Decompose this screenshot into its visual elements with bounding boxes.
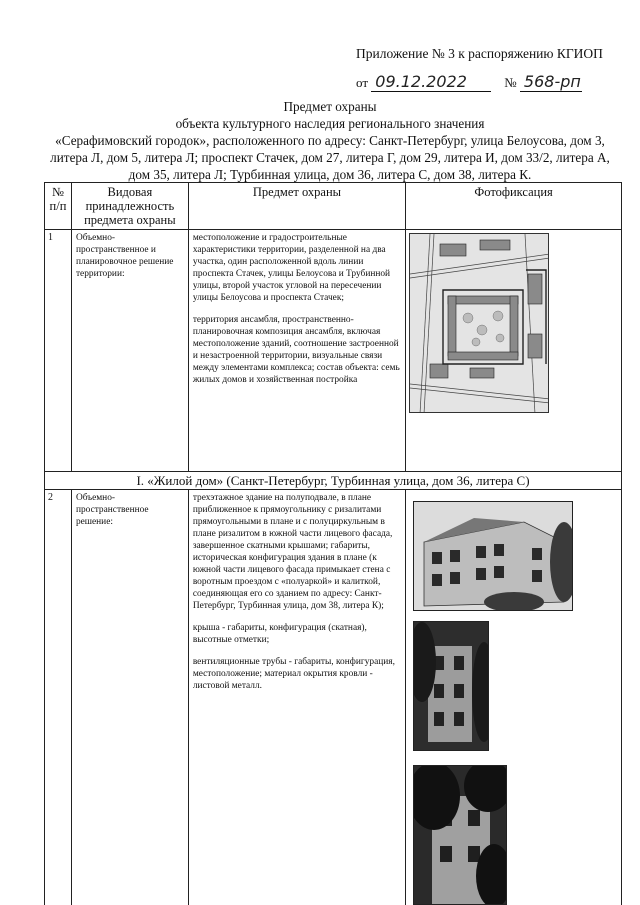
photo-cell <box>406 230 622 472</box>
table-row <box>45 490 622 905</box>
appendix-title: Приложение № 3 к распоряжению КГИОП <box>356 46 603 61</box>
document-title <box>40 98 620 183</box>
site-plan-map <box>409 233 549 413</box>
row-type: Объемно-пространственное решение: <box>71 490 188 905</box>
title-line-3: «Серафимовский городок», расположенного по адресу: Санкт-Петербург, улица Белоусова, дом 3, литера Л, дом 5, литера Л; проспект Стачек, дом 27, литера Г, дом 29, литера И, дом 33/2, литера А, дом 35, литера Л; Турбинная улица, дом 36, литера С, дом 38, литера К. <box>50 133 610 182</box>
building-corner-photo <box>413 621 489 751</box>
description-paragraph: территория ансамбля, пространственно-планировочная композиция ансамбля, включая местоположение зданий, соотношение застроенной и незастроенной территории, визуальные связи между элементами комплекса; состав объекта: семь жилых домов и хозяйственная постройка <box>192 315 400 385</box>
table-header-row <box>45 183 622 230</box>
description-paragraph: местоположение и градостроительные характеристики территории, разделенной на два участка, один расположенной вдоль линии проспекта Стачек, улицы Белоусова и Трубинной улицы, второй участок угловой на пересечении улицы Белоусова и проспекта Стачек; <box>192 233 391 303</box>
row-number: 2 <box>45 490 72 905</box>
title-line-2: объекта культурного наследия регионального значения <box>175 116 485 131</box>
building-trees-photo <box>413 765 507 905</box>
section-row <box>45 472 622 490</box>
header-photo: Фотофиксация <box>406 183 622 230</box>
row-description <box>188 230 405 472</box>
row-type: Объемно-пространственное и планировочное решение территории: <box>71 230 188 472</box>
from-label: от <box>356 75 369 90</box>
number-label: № <box>504 75 517 90</box>
description-paragraph: соединяющая его со зданием по адресу: Санкт-Петербург, Турбинная улица, дом 38, литера К); <box>192 589 384 611</box>
order-date-number <box>356 72 626 92</box>
header-subject: Предмет охраны <box>188 183 405 230</box>
header-type: Видовая принадлежность предмета охраны <box>71 183 188 230</box>
row-description <box>188 490 405 905</box>
photo-cell <box>406 490 622 905</box>
header-num: № п/п <box>45 183 72 230</box>
building-facade-photo <box>413 501 573 611</box>
description-paragraph: трехэтажное здание на полуподвале, в плане приближенное к прямоугольнику с ризалитами прямоугольными в плане и с полуциркульным в плане ризалитом в южной части лицевого фасада, завершенное скатными крышами; габариты, историческая конфигурация здания в плане (к южной части лицевого фасада примыкает стена с воротным проездом с «полуаркой» и калиткой, <box>192 493 393 587</box>
appendix-header <box>356 46 626 92</box>
row-number: 1 <box>45 230 72 472</box>
order-number: 568-рп <box>520 72 582 92</box>
table-row <box>45 230 622 472</box>
order-date: 09.12.2022 <box>371 72 491 92</box>
title-line-1: Предмет охраны <box>283 99 377 114</box>
description-paragraph: вентиляционные трубы - габариты, конфигурация, местоположение; материал окрытия кровли - листовой металл. <box>192 657 395 691</box>
map-drawing <box>410 234 549 413</box>
description-paragraph: крыша - габариты, конфигурация (скатная), высотные отметки; <box>192 623 367 645</box>
protection-table <box>44 182 622 905</box>
section-title: I. «Жилой дом» (Санкт-Петербург, Турбинная улица, дом 36, литера С) <box>45 472 622 490</box>
